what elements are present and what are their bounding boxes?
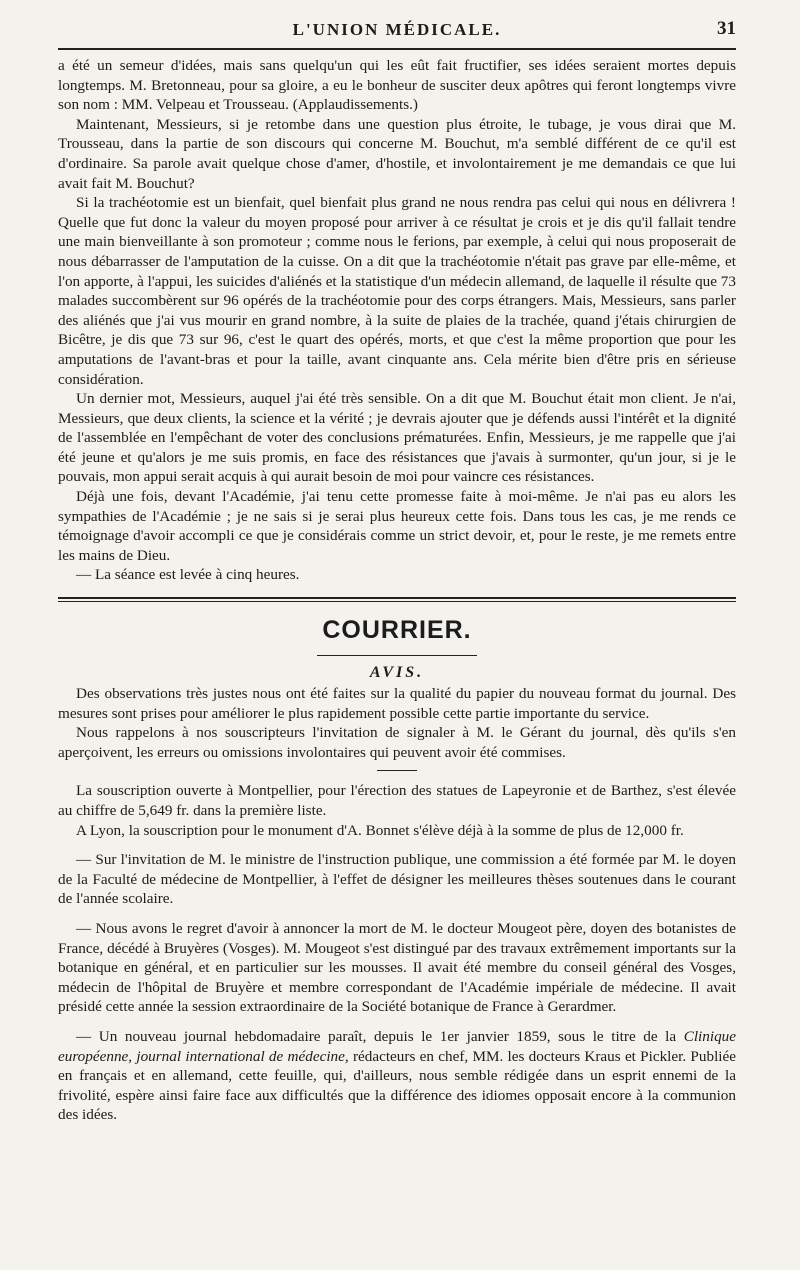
journal-title: L'UNION MÉDICALE. — [292, 20, 502, 39]
notice-paragraph: Nous rappelons à nos souscripteurs l'invitation de signaler à M. le Gérant du journal, dès qu'ils s'en aperçoivent, les erreurs ou omissions involontaires qui peuvent avoir été commises. — [58, 724, 736, 761]
section-divider — [58, 597, 736, 602]
spacer — [58, 909, 736, 919]
new-journal-title: Clinique européenne, journal international de médecine, — [58, 1027, 736, 1065]
news-item-mougeot: — Nous avons le regret d'avoir à annoncer la mort de M. le docteur Mougeot père, doyen des botanistes de France, décédé à Bruyères (Vosges). M. Mougeot s'est distingué par des travaux extrêmement importants sur la botanique en général, et en particulier sur les mousses. Il avait été membre du conseil général des Vosges, médecin de l'hôpital de Bruyère et membre correspondant de l'Académie impériale de médecine. Il avait présidé cette année la session extraordinaire de la Société botanique de France à Gerardmer. — [58, 919, 736, 1016]
notice-divider — [377, 770, 417, 771]
section-title: COURRIER. — [322, 616, 472, 645]
news-item-new-journal — [58, 1027, 736, 1125]
article-body — [58, 56, 736, 585]
header-rule — [58, 48, 736, 50]
article-paragraph: Un dernier mot, Messieurs, auquel j'ai été très sensible. On a dit que M. Bouchut était mon client. Je n'ai, Messieurs, que deux clients, la science et la vérité ; je devrais ajouter que je défends aussi l'intérêt et la dignité de l'assemblée en l'empêchant de voter des conclusions prématurées. Enfin, Messieurs, je me rappelle que j'ai été jeune et qu'alors je me suis promis, en face des résistances que j'avais à surmonter, qu'un jour, si je le pouvais, mon appui serait acquis à qui aurait besoin de moi pour vaincre ces résistances. — [58, 390, 736, 486]
article-paragraph: Déjà une fois, devant l'Académie, j'ai tenu cette promesse faite à moi-même. Je n'ai pas eu alors les sympathies de l'Académie ; je ne sais si je serai plus heureux cette fois. Dans tous les cas, je me rends ce témoignage d'avoir accompli ce que je considérais comme un strict devoir, et, pour le reste, je me remets entre les mains de Dieu. — [58, 488, 736, 564]
new-journal-intro: — Un nouveau journal hebdomadaire paraît, depuis le 1er janvier 1859, sous le titre de la — [76, 1027, 677, 1045]
new-journal-details: rédacteurs en chef, MM. les docteurs Kraus et Pickler. Publiée en français et en allemand, cette feuille, qui, d'ailleurs, nous semble rédigée dans un esprit ennemi de la frivolité, espère ainsi faire face aux difficultés que la différence des idiomes opposait encore à la communion des idées. — [58, 1047, 736, 1124]
notice-title: AVIS. — [369, 664, 425, 682]
newspaper-page — [58, 14, 736, 1125]
notice-paragraph: Des observations très justes nous ont été faites sur la qualité du papier du nouveau format du journal. Des mesures sont prises pour améliorer le plus rapidement possible cette partie importante du service. — [58, 685, 736, 722]
session-closing: — La séance est levée à cinq heures. — [76, 566, 300, 584]
news-item-lyon: A Lyon, la souscription pour le monument d'A. Bonnet s'élève déjà à la somme de plus de 12,000 fr. — [76, 821, 684, 839]
spacer — [58, 1017, 736, 1027]
spacer — [58, 840, 736, 850]
article-paragraph: Maintenant, Messieurs, si je retombe dans une question plus étroite, le tubage, je vous dirai que M. Trousseau, dans la partie de son discours qui concerne M. Bouchut, m'a semblé différent de ce qu'il est d'ordinaire. Sa parole avait quelque chose d'amer, d'hostile, et involontairement je me demandais ce que lui avait fait M. Bouchut? — [58, 115, 736, 192]
news-item-commission: — Sur l'invitation de M. le ministre de l'instruction publique, une commission a été formée par M. le doyen de la Faculté de médecine de Montpellier, à l'effet de désigner les meilleures thèses soutenues dans le courant de l'année scolaire. — [58, 851, 736, 908]
section-title-rule — [317, 655, 477, 656]
article-paragraph: a été un semeur d'idées, mais sans quelqu'un qui les eût fait fructifier, ses idées seraient mortes depuis longtemps. M. Bretonneau, pour sa gloire, a eu le bonheur de susciter deux apôtres qui feront longtemps vivre son nom : MM. Velpeau et Trousseau. (Applaudissements.) — [58, 57, 736, 114]
news-item-montpellier: La souscription ouverte à Montpellier, pour l'érection des statues de Lapeyronie et de Barthez, s'est élevée au chiffre de 5,649 fr. dans la première liste. — [58, 782, 736, 819]
running-header — [58, 14, 736, 46]
page-number: 31 — [717, 18, 736, 39]
article-paragraph: Si la trachéotomie est un bienfait, quel bienfait plus grand ne nous rendra pas celui qui nous en délivrera ! Quelle que fut donc la valeur du moyen proposé pour arriver à ce résultat je crois et je dis qu'il fallait tendre une main bienveillante à son promoteur ; comme nous le ferions, par exemple, à celui qui nous proposerait de nous débarrasser de l'amputation de la cuisse. On a dit que la trachéotomie n'était pas grave par elle-même, et l'on apporte, à l'appui, les suicides d'aliénés et la statistique d'un médecin allemand, de laquelle il résulte que 73 malades succombèrent sur 96 opérés de la trachéotomie pour des corps étrangers. Mais, Messieurs, sans parler des aliénés que j'ai vus mourir en grand nombre, à la suite de plaies de la trachée, quand j'étais chirurgien de Bicêtre, je dis que 73 sur 96, c'est le quart des opérés, morts, et que c'est la même proportion que pour les amputations de l'avant-bras et pour la taille, avant cinquante ans. Cela mérite bien d'être pris en sérieuse considération. — [58, 194, 736, 388]
